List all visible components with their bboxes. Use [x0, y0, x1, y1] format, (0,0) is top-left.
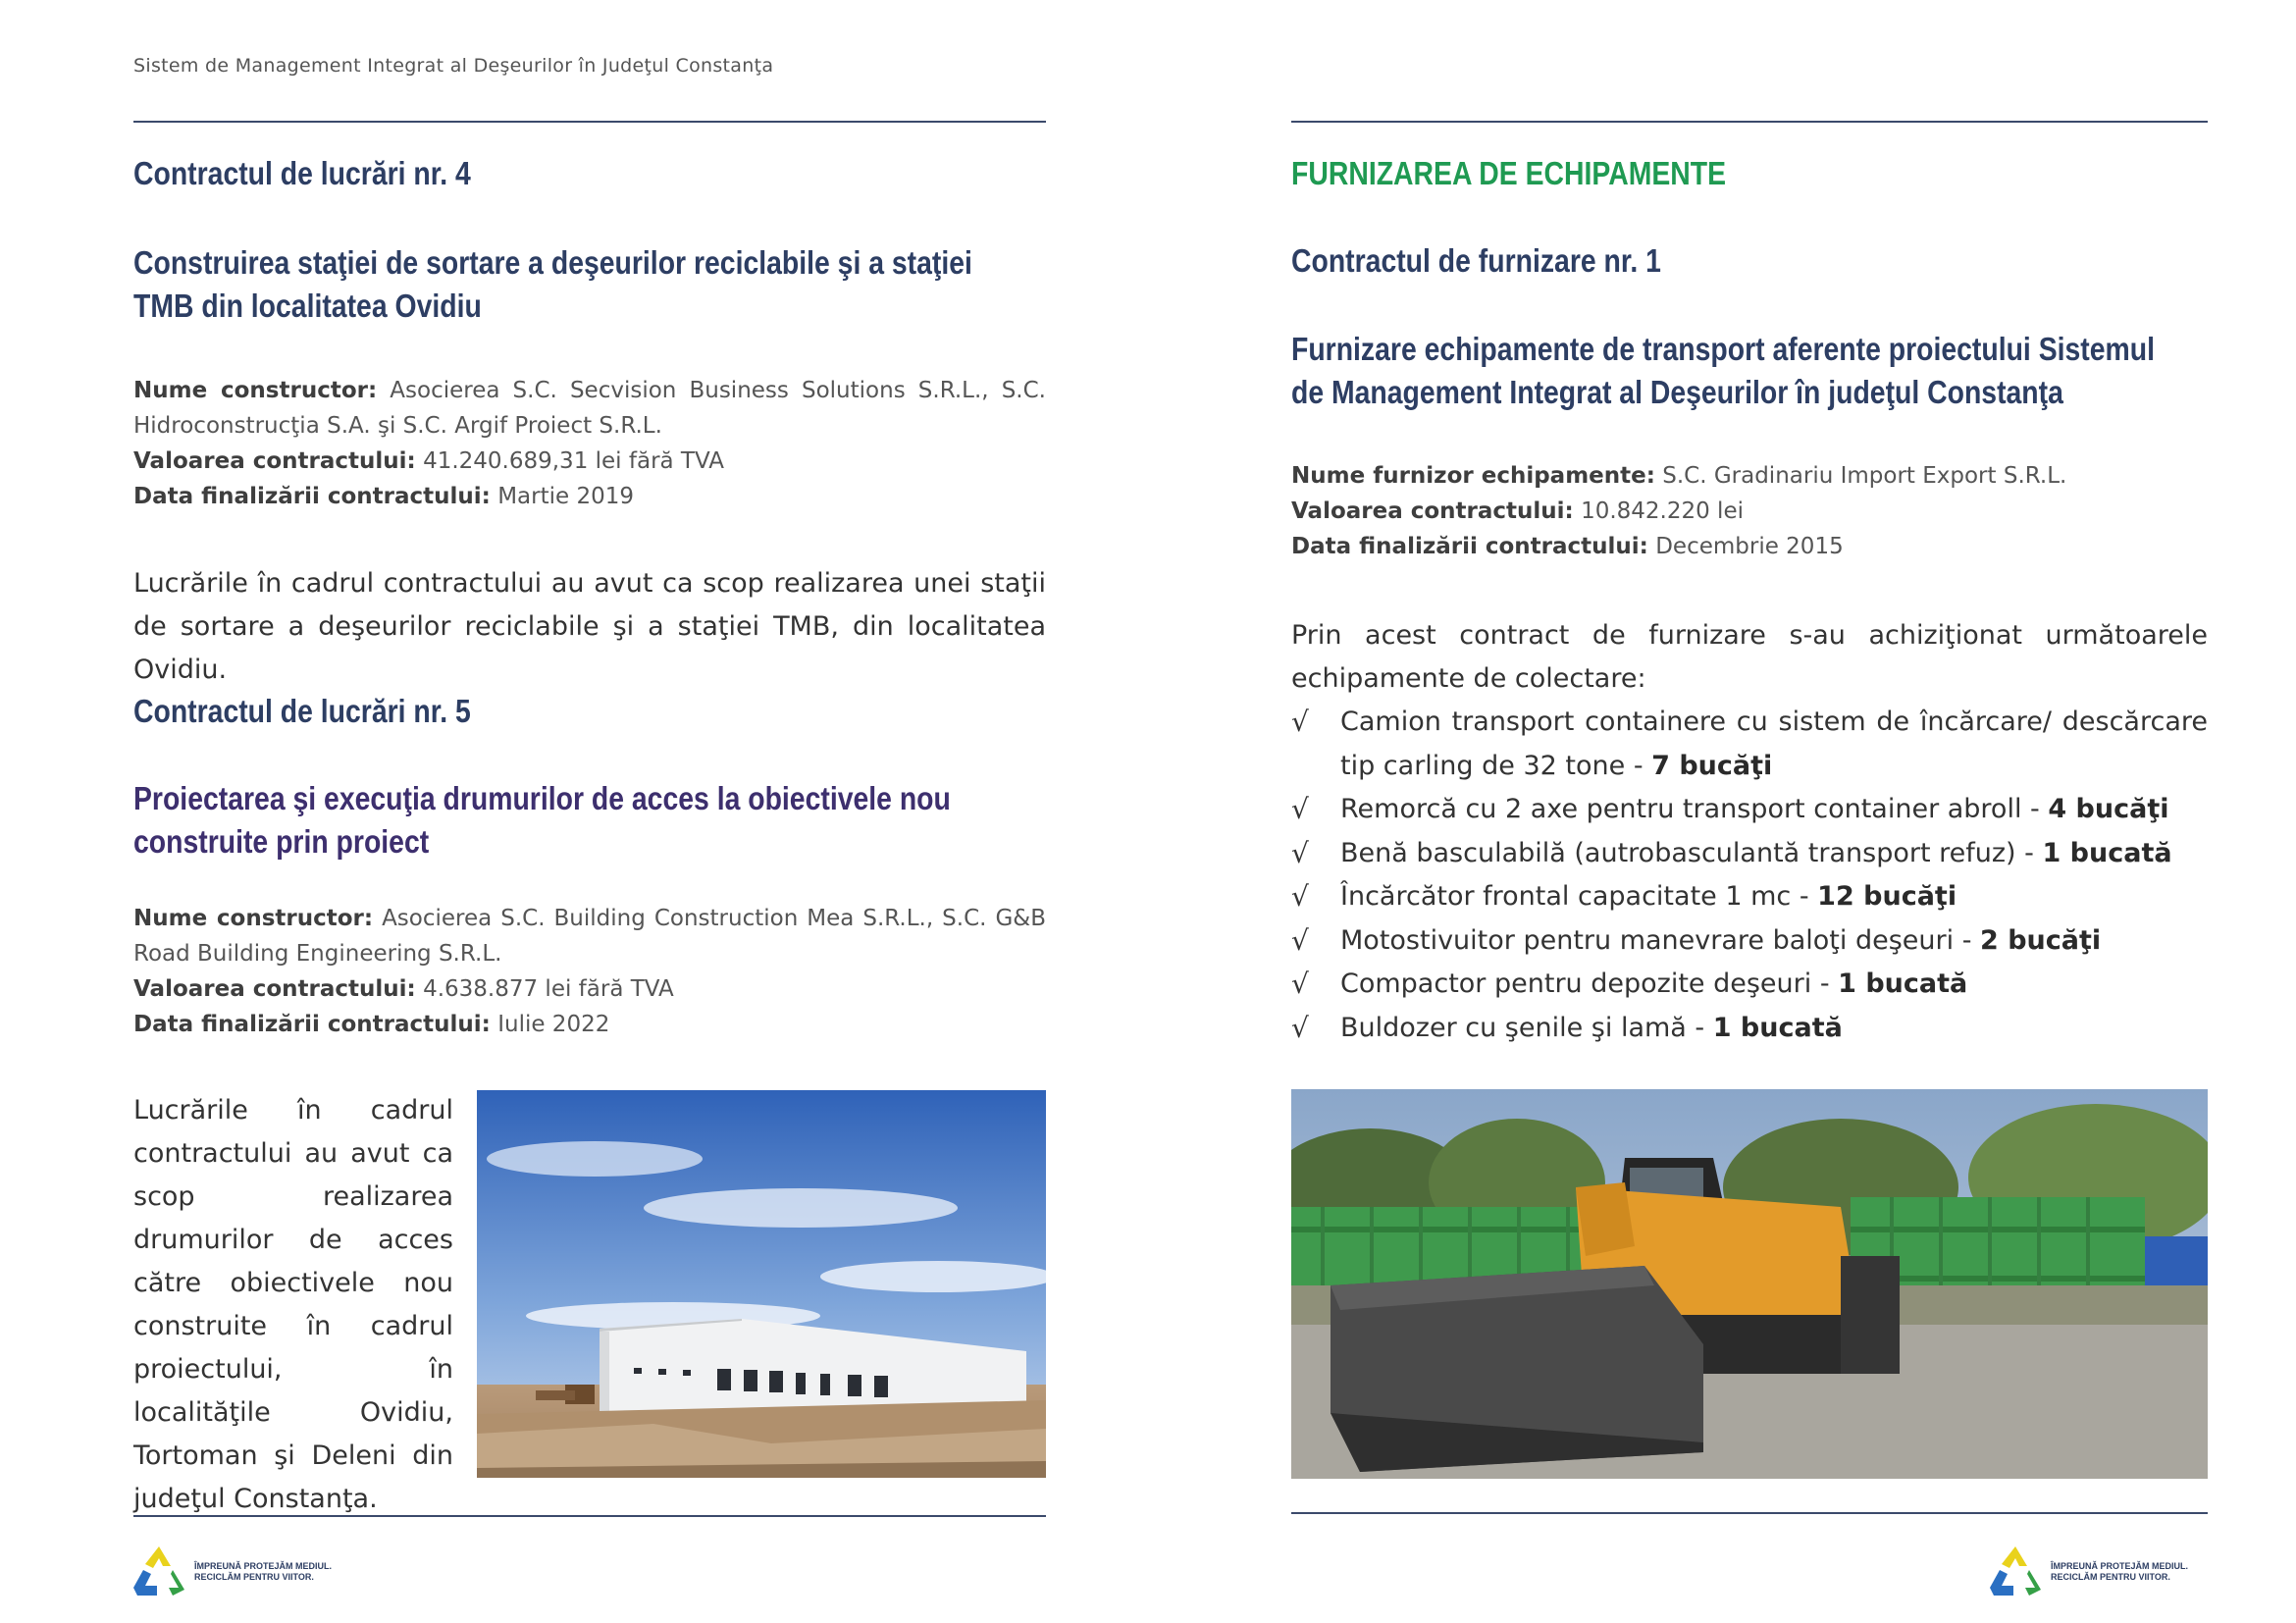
contract-1-subtitle-line1: Furnizare echipamente de transport aferente proiectului Sistemul	[1291, 331, 2155, 367]
bulldozer-photo-image	[1291, 1089, 2208, 1479]
list-item	[1291, 1007, 2208, 1051]
checkmark-icon: √	[1291, 968, 1309, 1000]
contract-5-title: Contractul de lucrări nr. 5	[133, 693, 471, 729]
date-value: Martie 2019	[497, 484, 635, 509]
recycle-icon	[128, 1543, 190, 1601]
item-quantity: 1 bucată	[1838, 969, 1968, 999]
contract-1-details	[1291, 458, 2208, 564]
item-text: Benă basculabilă (autrobasculantă transport refuz) -	[1340, 837, 2043, 868]
item-quantity: 4 bucăţi	[2048, 794, 2169, 824]
date-label: Data finalizării contractului:	[133, 484, 491, 509]
logo-slogan-line1: ÎMPREUNĂ PROTEJĂM MEDIUL.	[194, 1561, 333, 1571]
list-item	[1291, 701, 2208, 788]
item-text: Compactor pentru depozite deşeuri -	[1340, 969, 1839, 999]
date-value: Iulie 2022	[497, 1012, 610, 1037]
date-line	[133, 479, 1046, 514]
contract-1-title: Contractul de furnizare nr. 1	[1291, 242, 1661, 279]
contract-4-subtitle-line1: Construirea staţiei de sortare a deşeurilor reciclabile şi a staţiei	[133, 244, 972, 281]
constructor-value: Asocierea S.C. Secvision Business Solutions S.R.L., S.C. Hidroconstrucţia S.A. şi S.C. Argif Proiect S.R.L.	[133, 378, 1046, 439]
value-line	[133, 444, 1046, 479]
recycling-logo	[1984, 1543, 2188, 1601]
list-item	[1291, 875, 2208, 919]
item-quantity: 12 bucăţi	[1817, 881, 1957, 912]
logo-slogan-line2: RECICLĂM PENTRU VIITOR.	[2051, 1572, 2170, 1582]
item-quantity: 1 bucată	[2042, 837, 2172, 868]
list-item	[1291, 919, 2208, 964]
section-title: FURNIZAREA DE ECHIPAMENTE	[1291, 155, 1727, 191]
value-value: 4.638.877 lei fără TVA	[423, 976, 674, 1002]
value-line	[1291, 494, 2208, 529]
checkmark-icon: √	[1291, 880, 1309, 913]
value-value: 10.842.220 lei	[1581, 498, 1744, 524]
building-photo	[477, 1090, 1046, 1478]
item-text: Remorcă cu 2 axe pentru transport container abroll -	[1340, 794, 2049, 824]
bottom-rule	[133, 1515, 1046, 1517]
item-text: Încărcător frontal capacitate 1 mc -	[1340, 881, 1818, 912]
date-line	[1291, 529, 2208, 564]
running-header: Sistem de Management Integrat al Deşeurilor în Judeţul Constanţa	[133, 55, 774, 77]
constructor-line	[133, 901, 1046, 971]
checkmark-icon: √	[1291, 1011, 1309, 1044]
constructor-label: Nume constructor:	[133, 378, 378, 403]
contract-1-intro: Prin acest contract de furnizare s-au achiziţionat următoarele echipamente de colectare:	[1291, 620, 2208, 694]
value-label: Valoarea contractului:	[1291, 498, 1574, 524]
logo-slogan-line1: ÎMPREUNĂ PROTEJĂM MEDIUL.	[2051, 1561, 2189, 1571]
item-text: Buldozer cu şenile şi lamă -	[1340, 1012, 1713, 1043]
top-rule	[133, 121, 1046, 123]
checkmark-icon: √	[1291, 706, 1309, 738]
contract-5-description: Lucrările în cadrul contractului au avut ca scop realizarea drumurilor de acces către obiectivele nou construite în cadrul proiectului, în localităţile Ovidiu, Tortoman şi Deleni din judeţul Constanţa.	[133, 1095, 453, 1514]
equipment-list	[1291, 701, 2208, 1050]
date-label: Data finalizării contractului:	[1291, 534, 1648, 559]
date-label: Data finalizării contractului:	[133, 1012, 491, 1037]
list-item	[1291, 788, 2208, 832]
right-page	[1148, 0, 2296, 1623]
item-quantity: 1 bucată	[1712, 1012, 1843, 1043]
item-text: Camion transport containere cu sistem de încărcare/ descărcare tip carling de 32 tone -	[1340, 707, 2208, 781]
checkmark-icon: √	[1291, 923, 1309, 957]
value-label: Valoarea contractului:	[133, 976, 416, 1002]
constructor-label: Nume constructor:	[133, 906, 374, 931]
supplier-value: S.C. Gradinariu Import Export S.R.L.	[1662, 463, 2067, 489]
supplier-label: Nume furnizor echipamente:	[1291, 463, 1655, 489]
recycle-icon	[1984, 1543, 2047, 1601]
item-quantity: 2 bucăţi	[1980, 924, 2102, 956]
contract-1-subtitle-line2: de Management Integrat al Deşeurilor în judeţul Constanţa	[1291, 374, 2063, 410]
contract-4-description: Lucrările în cadrul contractului au avut ca scop realizarea unei staţii de sortare a deşeurilor reciclabile şi a staţiei TMB, din localitatea Ovidiu.	[133, 568, 1046, 685]
checkmark-icon: √	[1291, 793, 1309, 825]
building-photo-image	[477, 1090, 1046, 1478]
contract-5-details	[133, 901, 1046, 1042]
bottom-rule	[1291, 1512, 2208, 1514]
recycling-logo	[128, 1543, 332, 1601]
contract-4-details	[133, 373, 1046, 514]
bulldozer-photo	[1291, 1089, 2208, 1479]
constructor-value: Asocierea S.C. Building Construction Mea S.R.L., S.C. G&B Road Building Engineering S.R.L.	[133, 906, 1046, 967]
logo-slogan	[2051, 1561, 2188, 1583]
list-item	[1291, 963, 2208, 1007]
value-line	[133, 971, 1046, 1007]
logo-slogan	[194, 1561, 332, 1583]
date-line	[133, 1007, 1046, 1042]
top-rule	[1291, 121, 2208, 123]
logo-slogan-line2: RECICLĂM PENTRU VIITOR.	[194, 1572, 314, 1582]
supplier-line	[1291, 458, 2208, 494]
item-text: Motostivuitor pentru manevrare baloţi deşeuri -	[1340, 924, 1981, 956]
contract-5-subtitle-line1: Proiectarea şi execuţia drumurilor de acces la obiectivele nou	[133, 780, 951, 816]
contract-4-title: Contractul de lucrări nr. 4	[133, 155, 471, 191]
value-value: 41.240.689,31 lei fără TVA	[423, 448, 724, 474]
contract-5-subtitle-line2: construite prin proiect	[133, 823, 430, 860]
contract-4-subtitle-line2: TMB din localitatea Ovidiu	[133, 288, 482, 324]
checkmark-icon: √	[1291, 836, 1309, 869]
list-item	[1291, 832, 2208, 876]
date-value: Decembrie 2015	[1655, 534, 1844, 559]
constructor-line	[133, 373, 1046, 444]
item-quantity: 7 bucăţi	[1651, 750, 1773, 781]
value-label: Valoarea contractului:	[133, 448, 416, 474]
